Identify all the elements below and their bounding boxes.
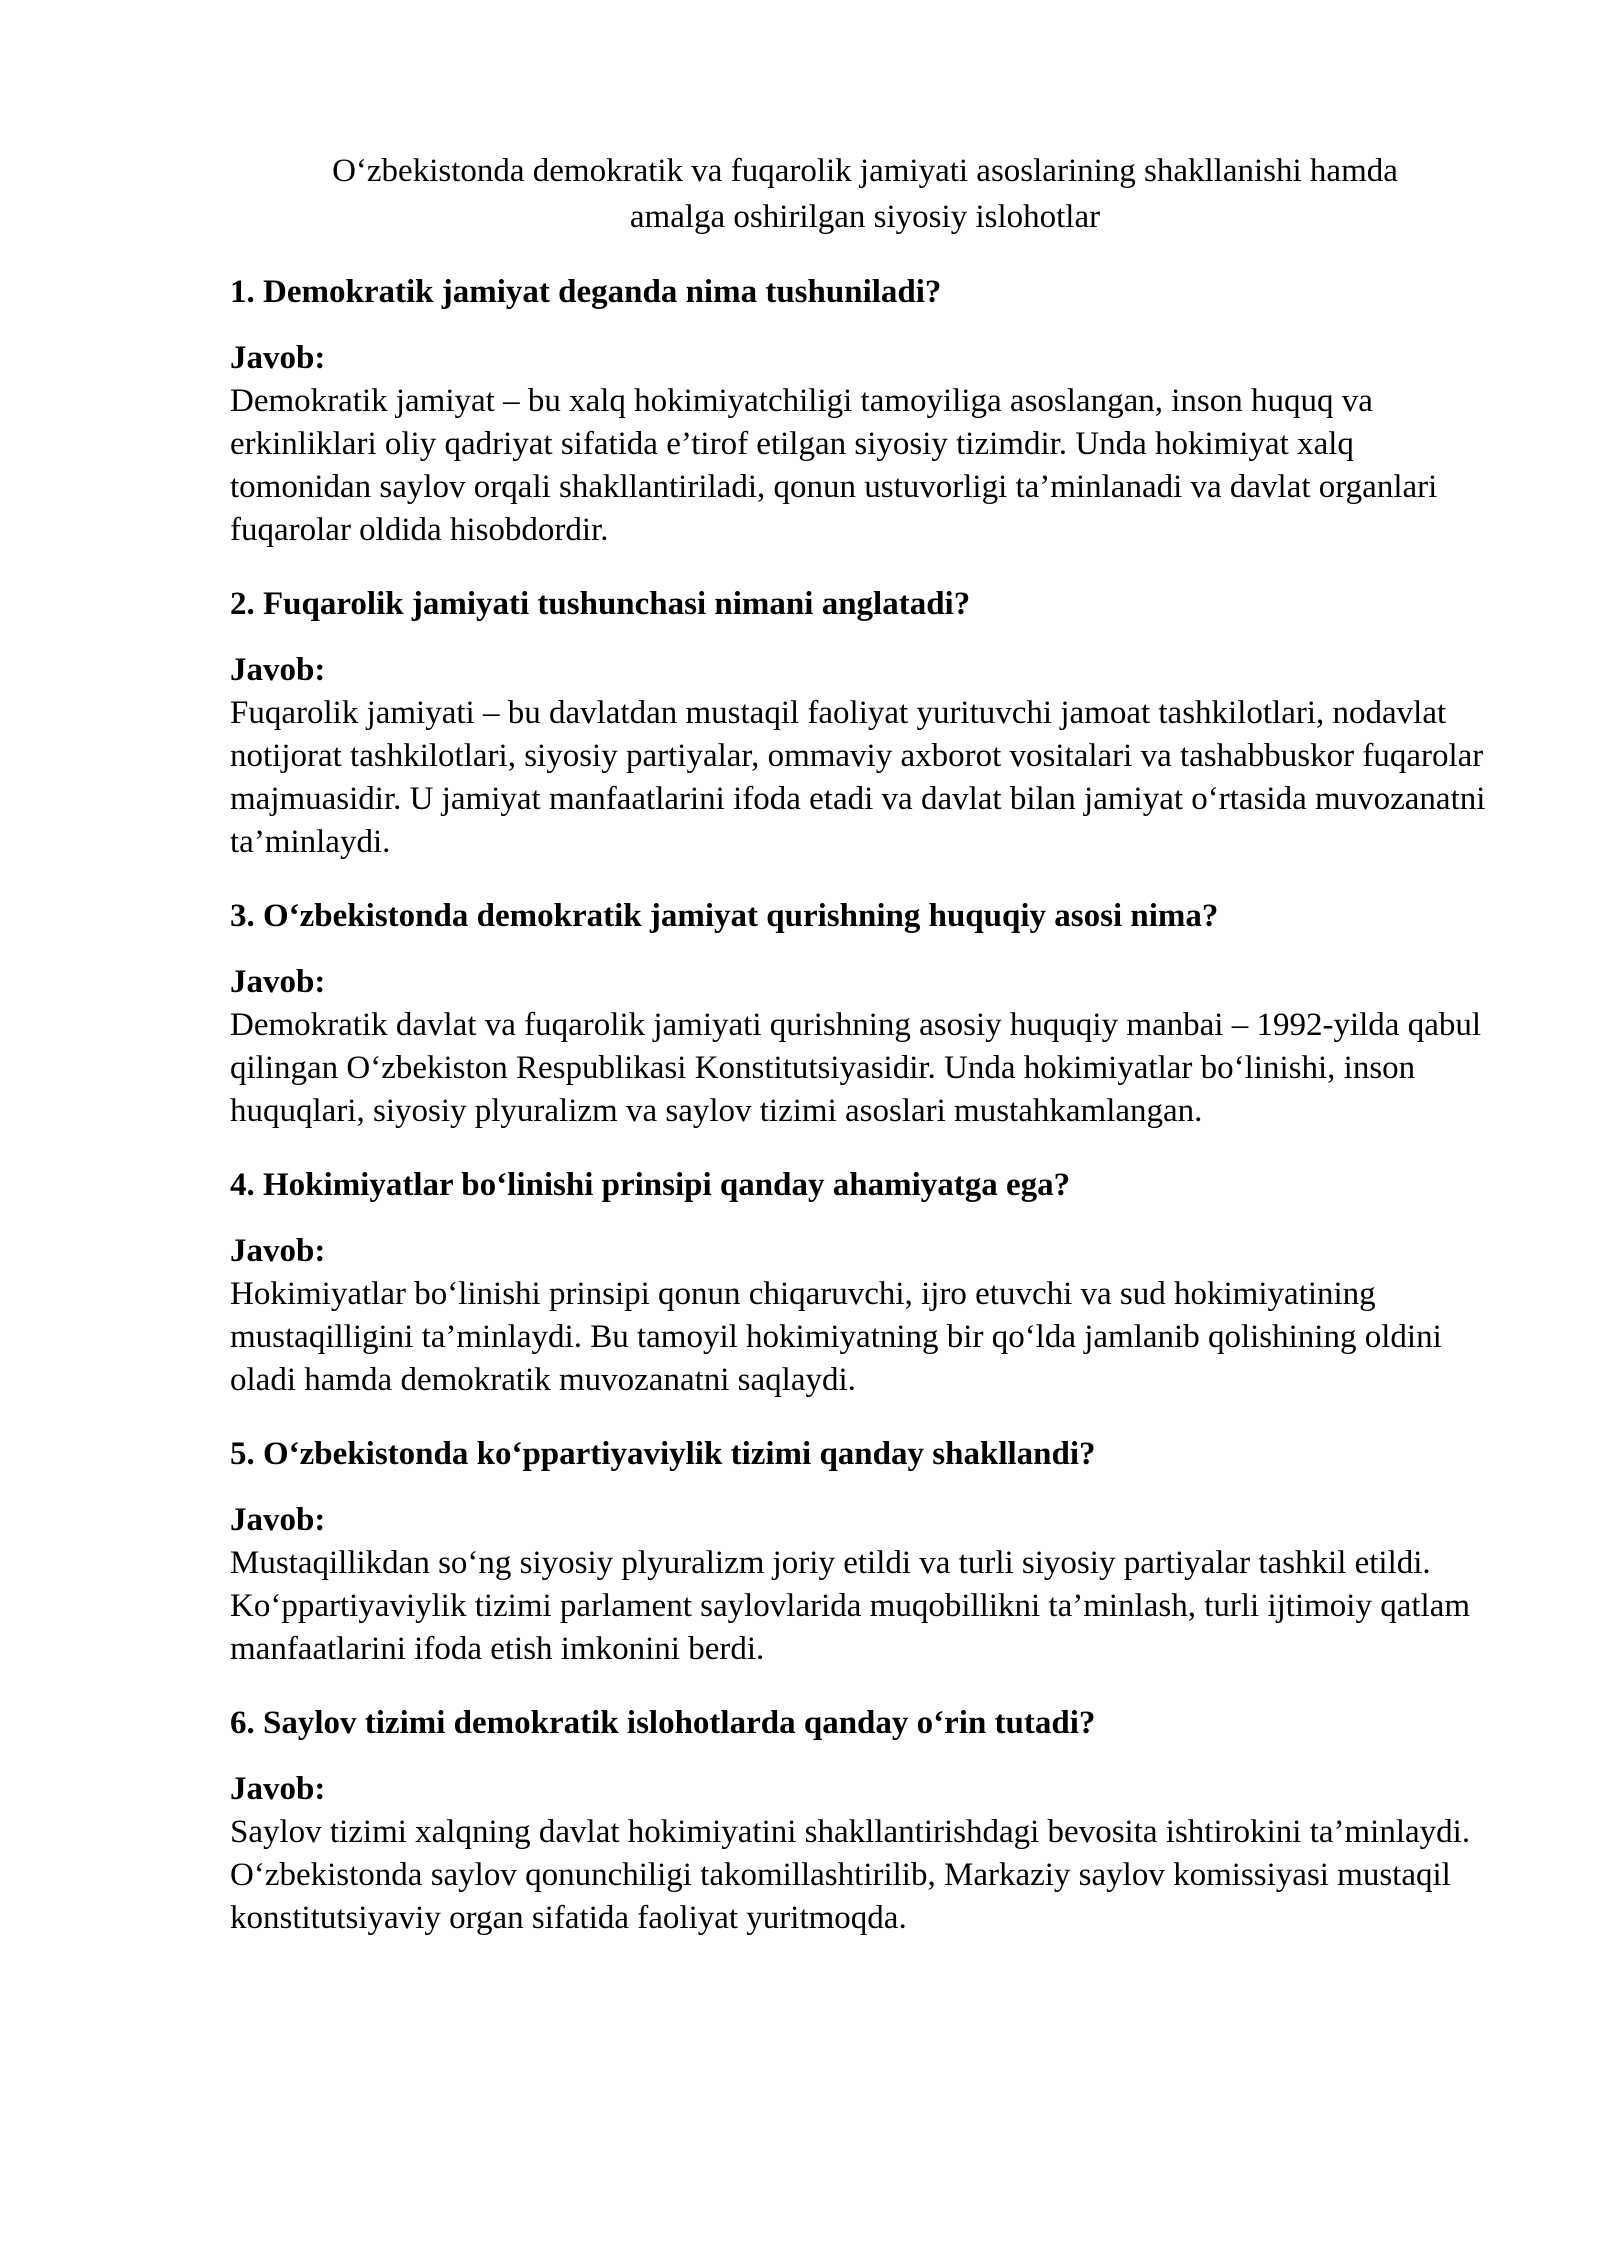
question-6: 6. Saylov tizimi demokratik islohotlarda qanday o‘rin tutadi? bbox=[230, 1705, 1096, 1741]
qa-item-4 bbox=[230, 1163, 1500, 1402]
qa-item-3 bbox=[230, 894, 1500, 1133]
question-1: 1. Demokratik jamiyat deganda nima tushuniladi? bbox=[230, 274, 942, 310]
answer-label-3: Javob: bbox=[230, 964, 326, 1000]
question-5: 5. O‘zbekistonda ko‘ppartiyaviylik tizimi qanday shakllandi? bbox=[230, 1436, 1096, 1472]
answer-label-4: Javob: bbox=[230, 1233, 326, 1269]
question-3: 3. O‘zbekistonda demokratik jamiyat qurishning huquqiy asosi nima? bbox=[230, 898, 1219, 934]
qa-item-1 bbox=[230, 270, 1500, 552]
answer-2: Fuqarolik jamiyati – bu davlatdan mustaqil faoliyat yurituvchi jamoat tashkilotlari, nodavlat notijorat tashkilotlari, siyosiy partiyalar, ommaviy axborot vositalari va tashabbuskor fuqarolar majmuasidir. U jamiyat manfaatlarini ifoda etadi va davlat bilan jamiyat o‘rtasida muvozanatni ta’minlaydi. bbox=[230, 695, 1486, 860]
document-page bbox=[230, 148, 1500, 1970]
answer-label-6: Javob: bbox=[230, 1771, 326, 1807]
qa-item-2 bbox=[230, 582, 1500, 864]
answer-label-5: Javob: bbox=[230, 1502, 326, 1538]
question-2: 2. Fuqarolik jamiyati tushunchasi nimani anglatadi? bbox=[230, 586, 971, 622]
question-4: 4. Hokimiyatlar bo‘linishi prinsipi qanday ahamiyatga ega? bbox=[230, 1167, 1071, 1203]
answer-5: Mustaqillikdan so‘ng siyosiy plyuralizm joriy etildi va turli siyosiy partiyalar tashkil etildi. Ko‘ppartiyaviylik tizimi parlament saylovlarida muqobillikni ta’minlash, turli ijtimoiy qatlam manfaatlarini ifoda etish imkonini berdi. bbox=[230, 1545, 1471, 1667]
document-title-line-1: O‘zbekistonda demokratik va fuqarolik jamiyati asoslarining shakllanishi hamda bbox=[332, 153, 1398, 189]
answer-label-1: Javob: bbox=[230, 340, 326, 376]
answer-3: Demokratik davlat va fuqarolik jamiyati qurishning asosiy huquqiy manbai – 1992-yilda qabul qilingan O‘zbekiston Respublikasi Konstitutsiyasidir. Unda hokimiyatlar bo‘linishi, inson huquqlari, siyosiy plyuralizm va saylov tizimi asoslari mustahkamlangan. bbox=[230, 1007, 1482, 1129]
document-title bbox=[230, 148, 1500, 240]
answer-4: Hokimiyatlar bo‘linishi prinsipi qonun chiqaruvchi, ijro etuvchi va sud hokimiyatining mustaqilligini ta’minlaydi. Bu tamoyil hokimiyatning bir qo‘lda jamlanib qolishining oldini oladi hamda demokratik muvozanatni saqlaydi. bbox=[230, 1276, 1442, 1398]
answer-1: Demokratik jamiyat – bu xalq hokimiyatchiligi tamoyiliga asoslangan, inson huquq va erkinliklari oliy qadriyat sifatida e’tirof etilgan siyosiy tizimdir. Unda hokimiyat xalq tomonidan saylov orqali shakllantiriladi, qonun ustuvorligi ta’minlanadi va davlat organlari fuqarolar oldida hisobdordir. bbox=[230, 383, 1438, 548]
answer-6: Saylov tizimi xalqning davlat hokimiyatini shakllantirishdagi bevosita ishtirokini ta’minlaydi. O‘zbekistonda saylov qonunchiligi takomillashtirilib, Markaziy saylov komissiyasi mustaqil konstitutsiyaviy organ sifatida faoliyat yuritmoqda. bbox=[230, 1814, 1471, 1936]
qa-item-5 bbox=[230, 1432, 1500, 1671]
answer-label-2: Javob: bbox=[230, 652, 326, 688]
qa-item-6 bbox=[230, 1701, 1500, 1940]
document-title-line-2: amalga oshirilgan siyosiy islohotlar bbox=[629, 199, 1101, 235]
